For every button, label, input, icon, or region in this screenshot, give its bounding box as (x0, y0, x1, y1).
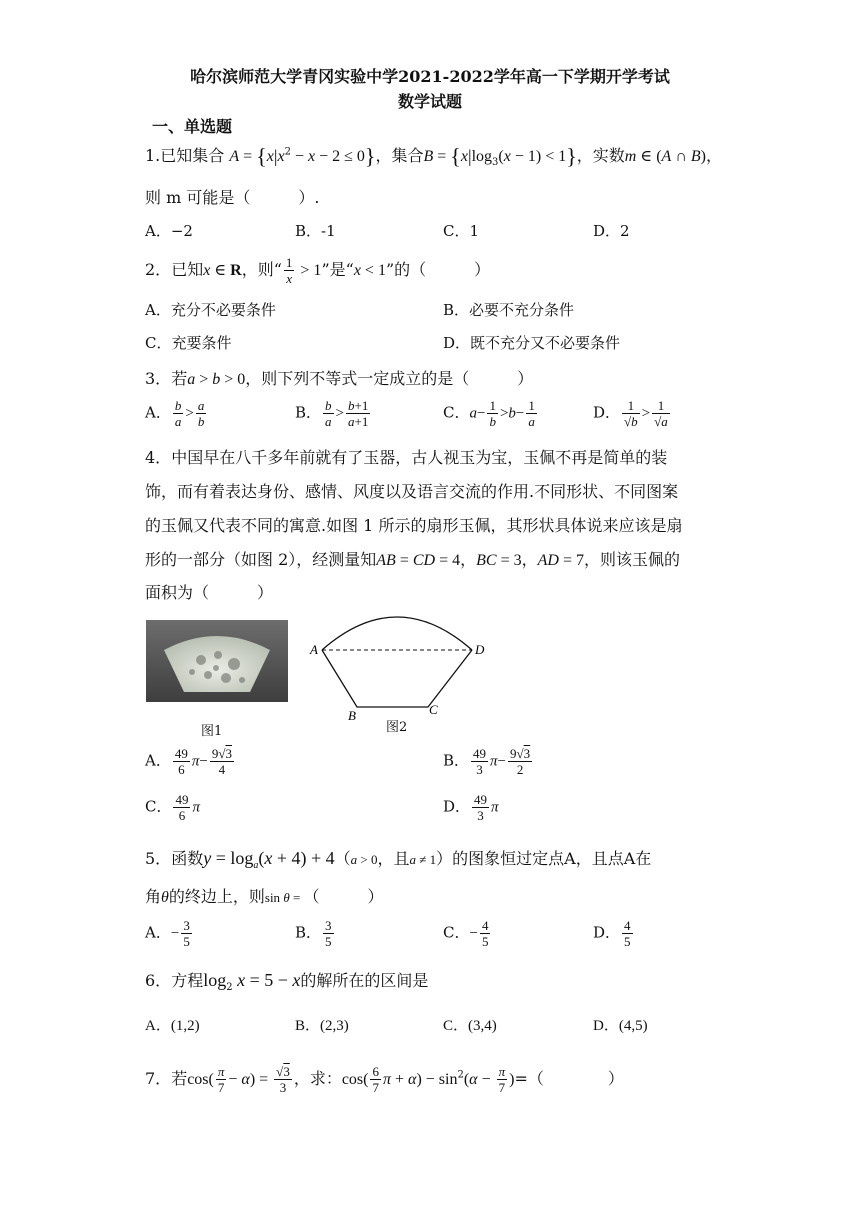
q1-option-b[interactable]: B．-1 (295, 222, 336, 240)
q1-option-a[interactable]: A．−2 (145, 222, 193, 240)
question-6: 6．方程$\log_2 x = 5 - x$的解所在的区间是 (145, 970, 429, 994)
q2-option-a[interactable]: A．充分不必要条件 (145, 301, 276, 319)
point-c-label: C (429, 702, 438, 717)
exam-title: 哈尔滨师范大学青冈实验中学2021-2022学年高一下学期开学考试 (190, 67, 670, 86)
question-5: 5．函数$y = \log_a(x + 4) + 4(a > 0$，且a ≠ 1）的图象恒过定点A，且点A在 (145, 848, 652, 872)
q1-option-c[interactable]: C．1 (443, 222, 480, 240)
point-b-label: B (348, 708, 356, 722)
q4-option-c[interactable]: C． $\frac{49}{6}$ π (145, 792, 200, 823)
q6-option-a[interactable]: A．(1,2) (145, 1018, 200, 1034)
question-5-line2: 角θ的终边上，则sin θ = （ ） (145, 887, 384, 906)
figure-2-caption: 图2 (386, 720, 408, 735)
q3-option-b[interactable]: B． $\frac{b}{a}$ > $\frac{b+1}{a+1}$ (295, 398, 369, 429)
sector-diagram (300, 612, 500, 722)
question-2: 2．已知x ∈ R，则“ $\frac{1}{x}$ > 1”是“x < 1”的（ ） (145, 255, 491, 286)
q1-option-d[interactable]: D．2 (593, 222, 630, 240)
q5-option-a[interactable]: A．− $\frac{3}{5}$ (145, 918, 190, 949)
point-a-label: A (310, 642, 318, 657)
question-4-line4: 形的一部分（如图 2），经测量知AB = CD = 4，BC = 3，AD = 7，则该玉佩的 (145, 550, 681, 569)
q6-option-d[interactable]: D．(4,5) (593, 1018, 648, 1034)
jade-pendant-photo (146, 620, 288, 702)
question-1: 1.已知集合 $A = \{x|x^2 - x - 2 \le 0\}$，集合$B = \{x|\log_3(x - 1) < 1\}$，实数m ∈ (A ∩ B)， (145, 143, 722, 169)
question-7: 7．若cos( $\frac{\pi}{7}$ − α) = $\frac{√3}{3}$ ，求：cos( $\frac{6}{7}$ $\pi + \alpha) - \sin^2(\alpha$ − $\frac{\pi}{7}$ )=（ ） (145, 1064, 624, 1095)
question-4-line5: 面积为（ ） (145, 583, 274, 602)
q5-option-c[interactable]: C．− $\frac{4}{5}$ (443, 918, 489, 949)
q2-option-b[interactable]: B．必要不充分条件 (443, 301, 575, 319)
question-4: 4．中国早在八千多年前就有了玉器，古人视玉为宝，玉佩不再是简单的装 (145, 448, 668, 467)
q4-option-b[interactable]: B． $\frac{49}{3}$ π− $\frac{9√3}{2}$ (443, 746, 531, 777)
q4-option-a[interactable]: A． $\frac{49}{6}$ π− $\frac{9√3}{4}$ (145, 746, 232, 777)
q2-option-d[interactable]: D．既不充分又不必要条件 (443, 334, 621, 352)
q6-option-b[interactable]: B．(2,3) (295, 1018, 349, 1034)
figure-1-caption: 图1 (201, 724, 223, 739)
q2-option-c[interactable]: C．充要条件 (145, 334, 232, 352)
question-4-line3: 的玉佩又代表不同的寓意.如图 1 所示的扇形玉佩，其形状具体说来应该是扇 (145, 516, 683, 535)
point-d-label: D (475, 642, 485, 657)
q3-option-c[interactable]: C．a− $\frac{1}{b}$ >b− $\frac{1}{a}$ (443, 398, 535, 429)
question-1-line2: 则 m 可能是（ ）. (145, 188, 320, 207)
q6-option-c[interactable]: C．(3,4) (443, 1018, 497, 1034)
q4-option-d[interactable]: D． $\frac{49}{3}$ π (443, 792, 499, 823)
section-heading: 一、单选题 (152, 117, 233, 136)
question-3: 3．若a > b > 0，则下列不等式一定成立的是（ ） (145, 369, 534, 388)
q5-option-d[interactable]: D． $\frac{4}{5}$ (593, 918, 631, 949)
q3-option-a[interactable]: A． $\frac{b}{a}$ > $\frac{a}{b}$ (145, 398, 205, 429)
exam-subtitle: 数学试题 (397, 92, 462, 111)
q3-option-d[interactable]: D． $\frac{1}{√b}$ > $\frac{1}{√a}$ (593, 398, 668, 429)
question-4-line2: 饰，而有着表达身份、感情、风度以及语言交流的作用.不同形状、不同图案 (145, 482, 679, 501)
q5-option-b[interactable]: B． $\frac{3}{5}$ (295, 918, 332, 949)
